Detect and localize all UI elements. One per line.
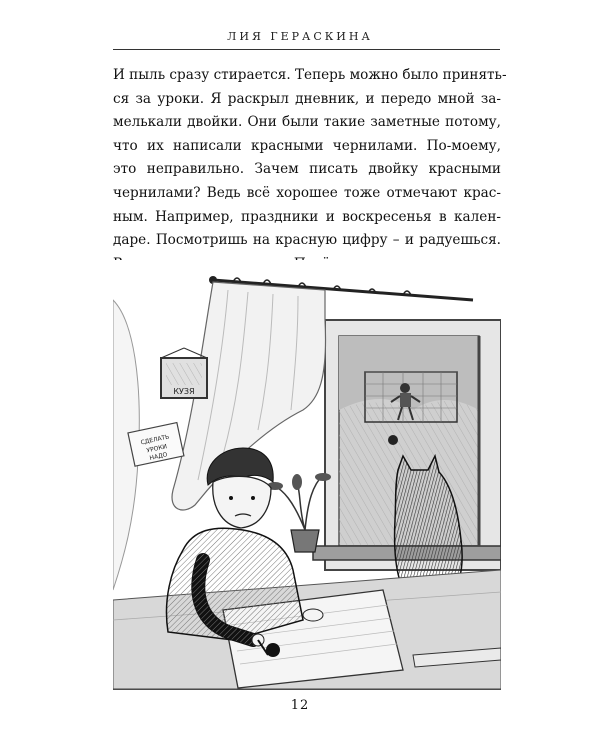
text-line: мелькали двойки. Они были такие заметные потому, [113, 114, 501, 131]
picture-label: КУЗЯ [173, 387, 195, 396]
illustration [113, 260, 501, 690]
body-text [113, 64, 507, 276]
page-number: 12 [290, 698, 310, 713]
svg-text:НАДО: НАДО [148, 451, 169, 462]
ball-icon [388, 435, 398, 445]
text-line: чернилами? Ведь всё хорошее тоже отмечают крас- [113, 184, 501, 201]
text-line: что их написали красными чернилами. По-моему, [113, 137, 501, 154]
svg-text:СДЕЛАТЬ: СДЕЛАТЬ [140, 433, 170, 447]
svg-text:УРОКИ: УРОКИ [145, 443, 168, 455]
text-line: это неправильно. Зачем писать двойку красными [113, 161, 501, 178]
text-line: ным. Например, праздники и воскресенья в кален- [113, 208, 501, 225]
illustration-drawing [113, 260, 501, 690]
running-head: ЛИЯ ГЕРАСКИНА [227, 30, 373, 43]
header-rule [113, 49, 500, 50]
text-line: ся за уроки. Я раскрыл дневник, и передо мной за- [113, 90, 501, 107]
text-line: И пыль сразу стирается. Теперь можно было принять- [113, 67, 507, 83]
text-line: даре. Посмотришь на красную цифру – и радуешься. [113, 232, 501, 249]
